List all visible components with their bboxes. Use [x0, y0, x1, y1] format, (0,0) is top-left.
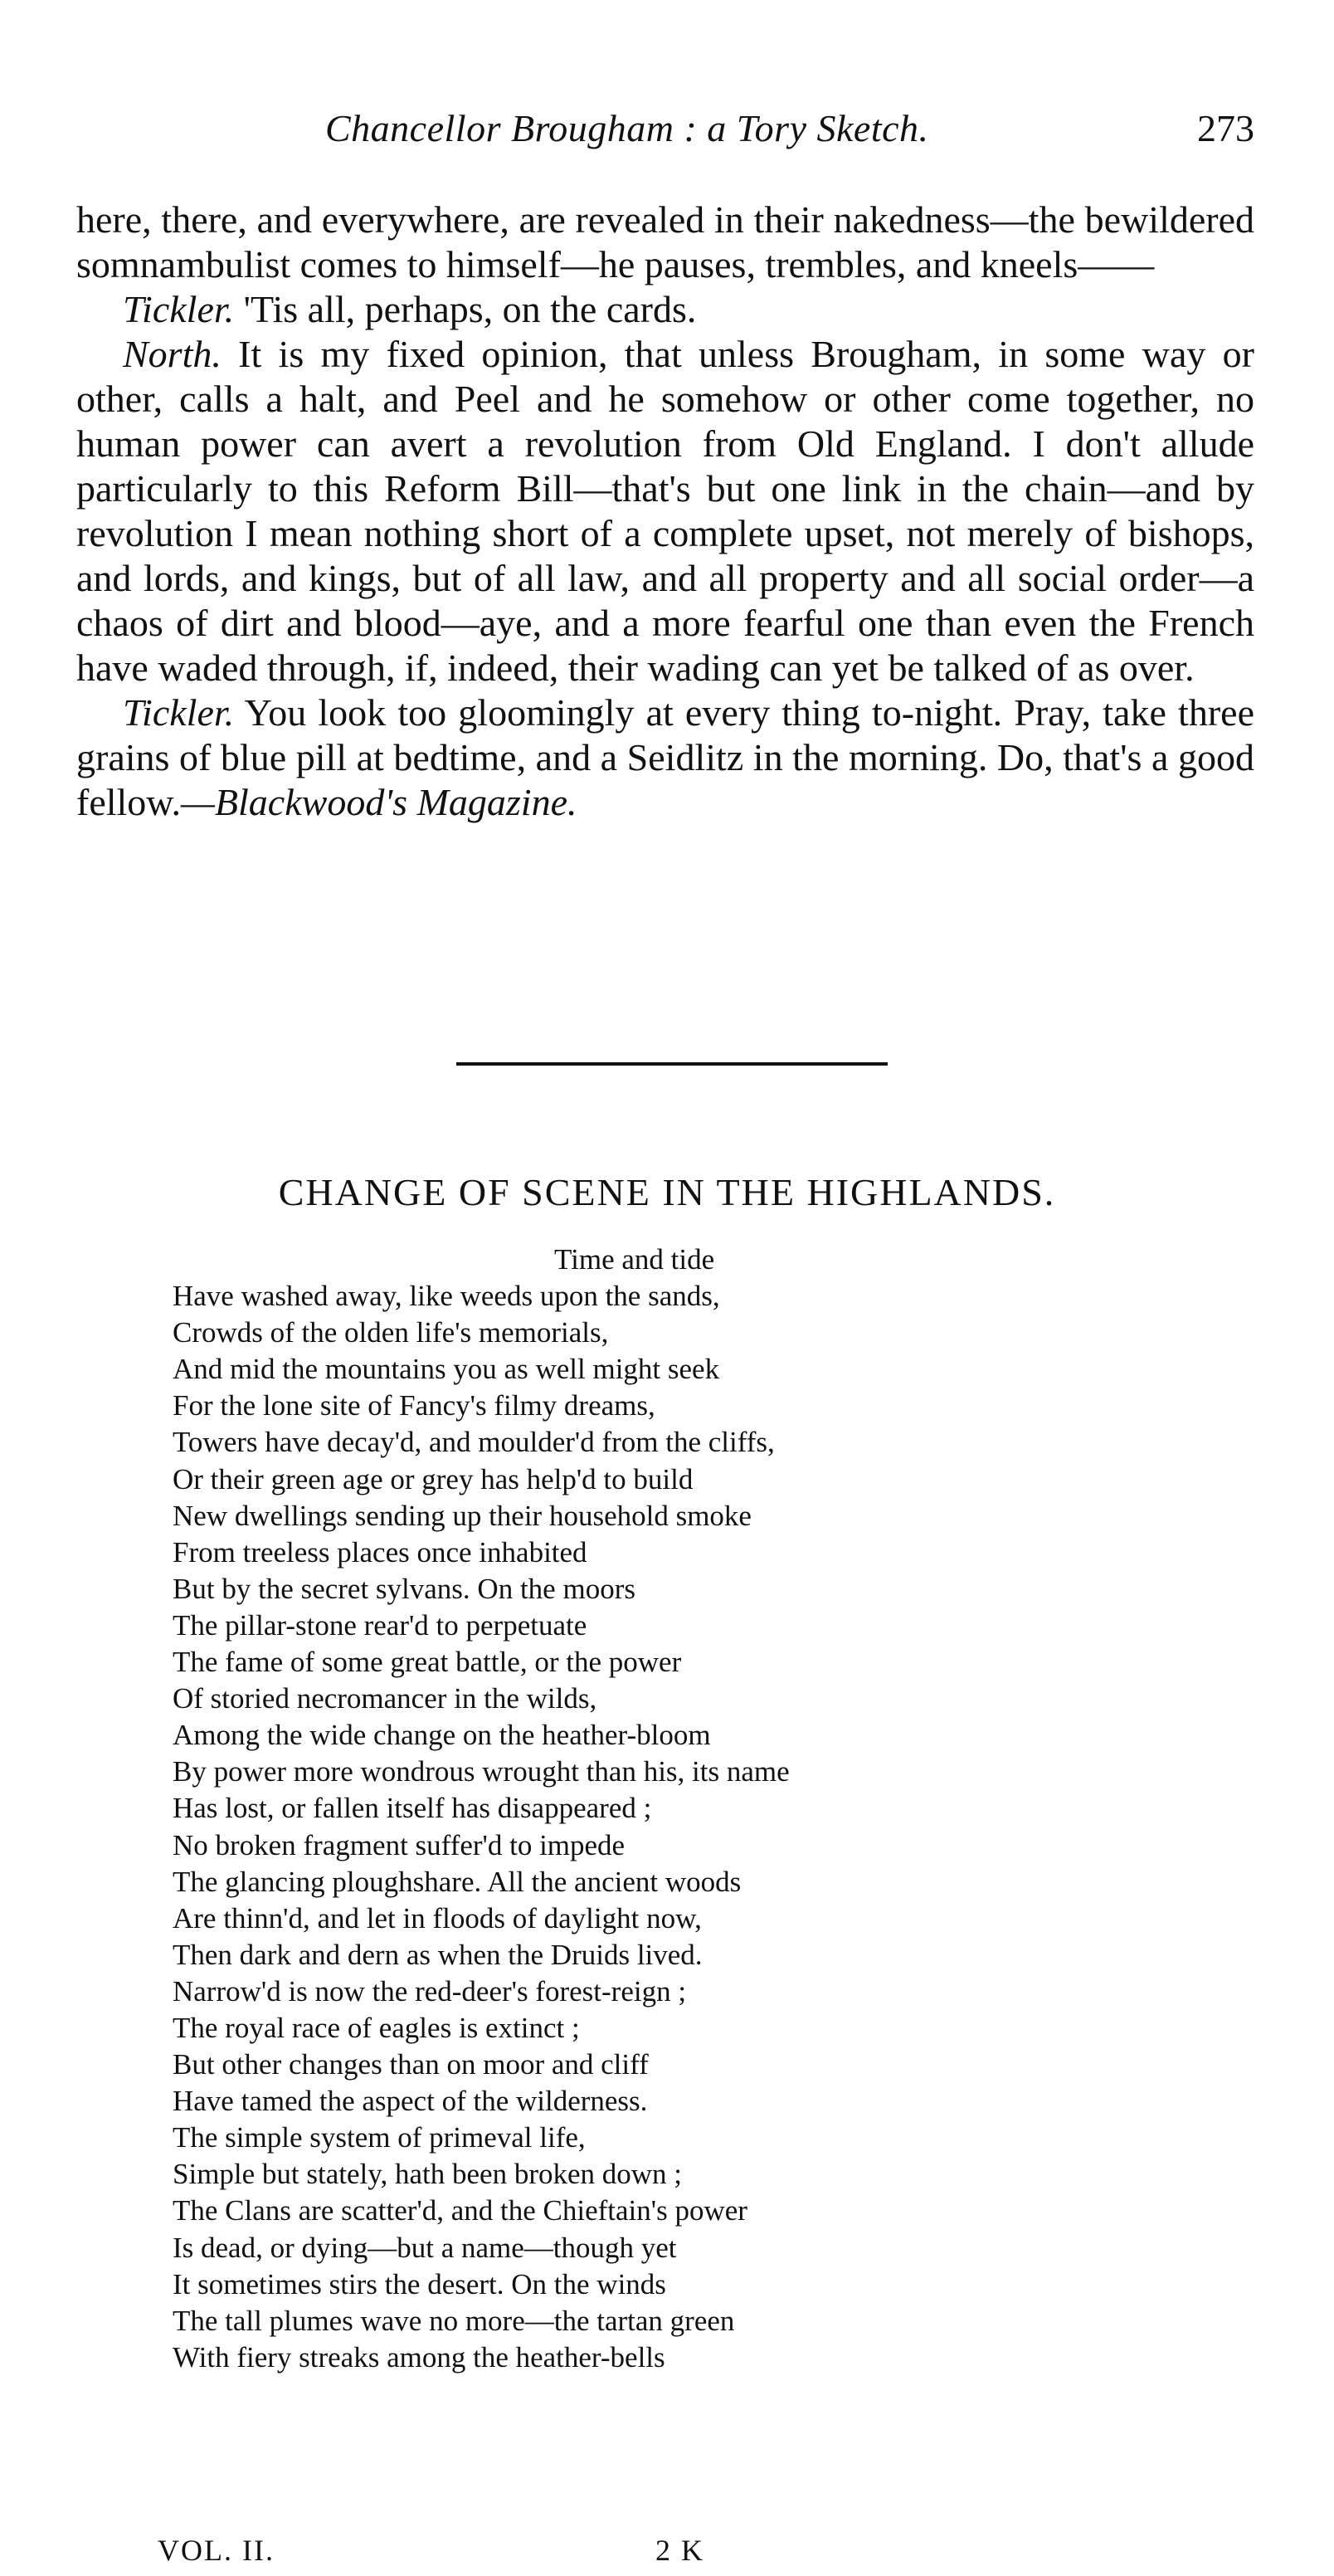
poem-line: The simple system of primeval life,	[173, 2121, 586, 2154]
section-divider	[456, 1062, 888, 1066]
poem-body	[173, 1242, 1210, 2376]
paragraph-north	[76, 332, 1254, 690]
poem-line: For the lone site of Fancy's filmy dreams,	[173, 1389, 655, 1422]
poem-line: It sometimes stirs the desert. On the winds	[173, 2267, 666, 2300]
dialogue-prose	[76, 198, 1254, 825]
paragraph-text: here, there, and everywhere, are revealed in their nakedness—the bewildered somnambulist comes to himself—he pauses, trembles, and kneels——	[76, 198, 1254, 285]
paragraph-text: You look too gloomingly at every thing to-night. Pray, take three grains of blue pill at bedtime, and a Seidlitz in the morning. Do, that's a good fellow.	[76, 691, 1254, 823]
poem-line: Then dark and dern as when the Druids lived.	[173, 1938, 703, 1971]
poem-line: Has lost, or fallen itself has disappeared ;	[173, 1792, 652, 1825]
page-header	[76, 106, 1254, 164]
speaker-name: Tickler.	[123, 288, 235, 330]
poem-line: Have washed away, like weeds upon the sands,	[173, 1280, 720, 1313]
poem-line: Is dead, or dying—but a name—though yet	[173, 2231, 677, 2264]
poem-line: Have tamed the aspect of the wilderness.	[173, 2085, 648, 2118]
poem-line: The royal race of eagles is extinct ;	[173, 2011, 580, 2044]
poem-line: Time and tide	[554, 1243, 715, 1276]
poem-line: New dwellings sending up their household smoke	[173, 1499, 752, 1532]
poem-line: The Clans are scatter'd, and the Chieftain's power	[173, 2194, 747, 2227]
poem-line: Simple but stately, hath been broken down ;	[173, 2158, 683, 2191]
poem-title: CHANGE OF SCENE IN THE HIGHLANDS.	[278, 1171, 1056, 1213]
signature-mark: 2 K	[655, 2534, 704, 2567]
poem-line: Among the wide change on the heather-bloom	[173, 1719, 711, 1752]
poem-line: Crowds of the olden life's memorials,	[173, 1316, 609, 1349]
poem-line: And mid the mountains you as well might seek	[173, 1353, 720, 1386]
poem-line: The glancing ploughshare. All the ancient woods	[173, 1865, 742, 1898]
poem-line: The fame of some great battle, or the power	[173, 1646, 682, 1679]
source-citation: —Blackwood's Magazine.	[181, 781, 577, 823]
paragraph-text: 'Tis all, perhaps, on the cards.	[234, 288, 697, 330]
poem-line: No broken fragment suffer'd to impede	[173, 1828, 626, 1861]
poem-line: The pillar-stone rear'd to perpetuate	[173, 1608, 587, 1642]
running-title: Chancellor Brougham : a Tory Sketch.	[325, 107, 929, 149]
poem-line: Or their green age or grey has help'd to build	[173, 1462, 694, 1495]
poem-line: Are thinn'd, and let in floods of daylight now,	[173, 1901, 702, 1934]
speaker-name: North.	[123, 333, 222, 375]
paragraph-continuation	[76, 198, 1254, 287]
poem-line: By power more wondrous wrought than his, its name	[173, 1755, 790, 1788]
page-footer	[158, 2533, 821, 2574]
poem-line: But other changes than on moor and cliff	[173, 2048, 649, 2081]
paragraph-tickler	[76, 287, 1254, 332]
page-number: 273	[1197, 107, 1254, 149]
poem-line: From treeless places once inhabited	[173, 1535, 587, 1569]
volume-label: VOL. II.	[158, 2534, 275, 2567]
poem-line: Towers have decay'd, and moulder'd from the cliffs,	[173, 1426, 775, 1459]
poem-line: With fiery streaks among the heather-bells	[173, 2340, 665, 2374]
paragraph-tickler-final	[76, 690, 1254, 825]
poem-line: Narrow'd is now the red-deer's forest-reign ;	[173, 1974, 687, 2008]
poem-line: Of storied necromancer in the wilds,	[173, 1682, 597, 1715]
poem-line: But by the secret sylvans. On the moors	[173, 1572, 635, 1605]
speaker-name: Tickler.	[123, 691, 235, 734]
poem-line: The tall plumes wave no more—the tartan green	[173, 2304, 735, 2337]
paragraph-text: It is my fixed opinion, that unless Brougham, in some way or other, calls a halt, and Peel and he somehow or other come together, no human power can avert a revolution from Old England. I don't allude particularly to this Reform Bill—that's but one link in the chain—and by revolution I mean nothing short of a complete upset, not merely of bishops, and lords, and kings, but of all law, and all property and all social order—a chaos of dirt and blood—aye, and a more fearful one than even the French have waded through, if, indeed, their wading can yet be talked of as over.	[76, 333, 1254, 689]
